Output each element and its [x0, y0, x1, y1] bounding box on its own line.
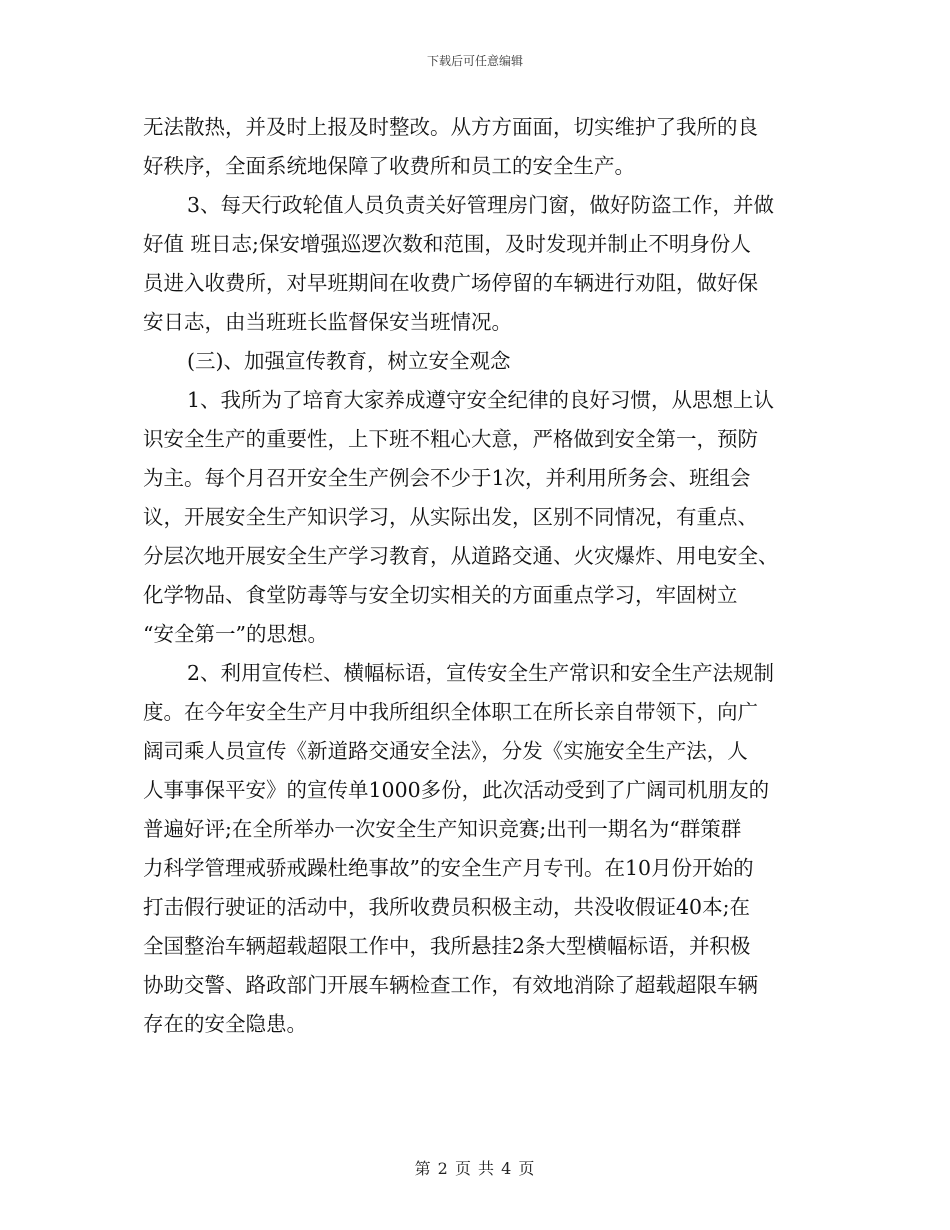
- text-line: 为主。每个月召开安全生产例会不少于1次，并利用所务会、班组会: [143, 466, 751, 490]
- text-line: 人事事保平安》的宣传单1000多份，此次活动受到了广阔司机朋友的: [143, 778, 770, 802]
- text-line: 普遍好评;在全所举办一次安全生产知识竞赛;出刊一期名为“群策群: [143, 817, 742, 841]
- text-line: 力科学管理戒骄戒躁杜绝事故”的安全生产月专刊。在10月份开始的: [143, 856, 754, 880]
- section-heading: (三)、加强宣传教育，树立安全观念: [187, 349, 511, 373]
- text-line: 识安全生产的重要性，上下班不粗心大意，严格做到安全第一，预防: [143, 427, 758, 451]
- text-line: 分层次地开展安全生产学习教育，从道路交通、火灾爆炸、用电安全、: [143, 544, 779, 568]
- text-line: 打击假行驶证的活动中，我所收费员积极主动，共没收假证40本;在: [143, 895, 750, 919]
- paragraph-start: 2、利用宣传栏、横幅标语，宣传安全生产常识和安全生产法规制: [187, 661, 775, 685]
- text-line: 安日志，由当班班长监督保安当班情况。: [143, 310, 512, 334]
- text-line: “安全第一”的思想。: [143, 622, 328, 646]
- text-line: 化学物品、食堂防毒等与安全切实相关的方面重点学习，牢固树立: [143, 583, 738, 607]
- page-header: 下载后可任意编辑: [426, 54, 523, 68]
- text-line: 议，开展安全生产知识学习，从实际出发，区别不同情况，有重点、: [143, 505, 758, 529]
- paragraph-start: 3、每天行政轮值人员负责关好管理房门窗，做好防盗工作，并做: [187, 193, 775, 217]
- text-line: 度。在今年安全生产月中我所组织全体职工在所长亲自带领下，向广: [143, 700, 758, 724]
- text-line: 阔司乘人员宣传《新道路交通安全法》，分发《实施安全生产法，人: [143, 739, 748, 763]
- text-line: 全国整治车辆超载超限工作中，我所悬挂2条大型横幅标语，并积极: [143, 934, 751, 958]
- text-line: 好值 班日志;保安增强巡逻次数和范围，及时发现并制止不明身份人: [143, 232, 751, 256]
- text-line: 无法散热，并及时上报及时整改。从方方面面，切实维护了我所的良: [143, 115, 758, 139]
- text-line: 存在的安全隐患。: [143, 1012, 307, 1036]
- text-line: 好秩序，全面系统地保障了收费所和员工的安全生产。: [143, 154, 635, 178]
- paragraph-start: 1、我所为了培育大家养成遵守安全纪律的良好习惯，从思想上认: [187, 388, 775, 412]
- text-line: 协助交警、路政部门开展车辆检查工作，有效地消除了超载超限车辆: [143, 973, 758, 997]
- page-number: 第 2 页 共 4 页: [414, 1159, 536, 1178]
- document-body: [143, 108, 813, 1044]
- text-line: 员进入收费所，对早班期间在收费广场停留的车辆进行劝阻，做好保: [143, 271, 758, 295]
